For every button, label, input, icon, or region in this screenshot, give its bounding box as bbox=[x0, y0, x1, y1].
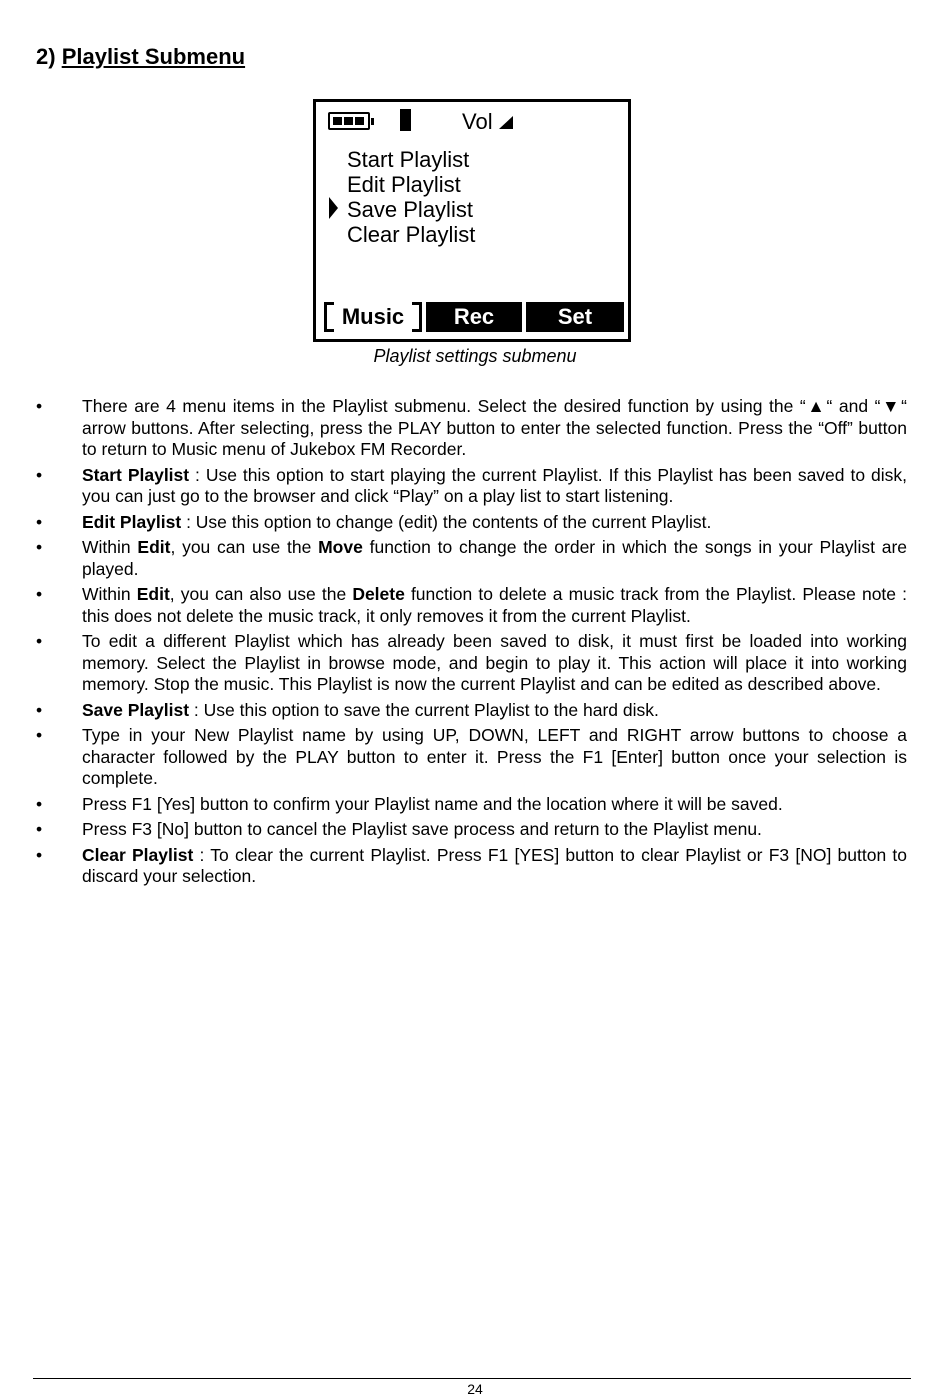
bullet-icon: • bbox=[36, 725, 43, 745]
bullet-item: • Press F1 [Yes] button to confirm your Playlist name and the location where it will be saved. bbox=[36, 793, 783, 814]
bullet-icon: • bbox=[36, 631, 43, 651]
bullet-item: • Edit Playlist : Use this option to change (edit) the contents of the current Playlist. bbox=[36, 511, 712, 532]
bullet-icon: • bbox=[36, 584, 43, 604]
bullet-icon: • bbox=[36, 464, 43, 485]
bullet-icon: • bbox=[36, 819, 43, 839]
softkey-music[interactable] bbox=[324, 302, 422, 332]
bracket-left-icon bbox=[324, 302, 334, 332]
bullet-item: • Save Playlist : Use this option to save the current Playlist to the hard disk. bbox=[36, 699, 659, 720]
playlist-menu bbox=[347, 147, 475, 247]
bullet-icon: • bbox=[36, 699, 43, 720]
bullet-item: • Within Edit, you can also use the Delete function to delete a music track from the Playlist. Please note : this does not delete the music track, it only removes it from the current Playlist. bbox=[36, 584, 907, 626]
footer-divider bbox=[33, 1378, 911, 1379]
bullet-item: • There are 4 menu items in the Playlist submenu. Select the desired function by using the “▲“ and “▼“ arrow buttons. After selecting, press the PLAY button to enter the selected function. Press the “Off” button to return to Music menu of Jukebox FM Recorder. bbox=[36, 396, 907, 459]
softkey-set[interactable]: Set bbox=[526, 302, 624, 332]
softkey-bar bbox=[324, 302, 624, 332]
volume-label: Vol bbox=[462, 109, 493, 134]
menu-item-edit-playlist[interactable]: Edit Playlist bbox=[347, 172, 461, 197]
section-title: Playlist Submenu bbox=[61, 44, 246, 69]
lcd-screen bbox=[313, 99, 631, 342]
bracket-right-icon bbox=[412, 302, 422, 332]
bullet-list bbox=[36, 396, 907, 892]
battery-icon bbox=[328, 112, 370, 130]
selection-cursor-icon bbox=[329, 197, 338, 219]
menu-item-start-playlist[interactable]: Start Playlist bbox=[347, 147, 470, 172]
bullet-item: • Type in your New Playlist name by using UP, DOWN, LEFT and RIGHT arrow buttons to choose a character followed by the PLAY button to enter it. Press the F1 [Enter] button once your selection is complete. bbox=[36, 725, 907, 788]
volume-level-icon bbox=[499, 116, 513, 129]
bullet-item: • Press F3 [No] button to cancel the Playlist save process and return to the Playlist menu. bbox=[36, 819, 762, 839]
bullet-item: • Within Edit, you can use the Move function to change the order in which the songs in your Playlist are played. bbox=[36, 537, 908, 579]
menu-item-clear-playlist[interactable]: Clear Playlist bbox=[347, 222, 476, 247]
menu-item-save-playlist[interactable]: Save Playlist bbox=[347, 197, 473, 222]
section-heading bbox=[36, 44, 245, 70]
page-number: 24 bbox=[467, 1381, 483, 1397]
bullet-icon: • bbox=[36, 396, 43, 416]
signal-bar-icon bbox=[400, 109, 411, 131]
bullet-icon: • bbox=[36, 511, 43, 532]
bullet-item: • To edit a different Playlist which has already been saved to disk, it must first be loaded into working memory. Select the Playlist in browse mode, and begin to play it. This action will place it into working memory. Stop the music. This Playlist is now the current Playlist and can be edited as described above. bbox=[36, 631, 907, 694]
bullet-icon: • bbox=[36, 537, 43, 557]
bullet-icon: • bbox=[36, 844, 43, 865]
section-number: 2) bbox=[36, 44, 56, 69]
bullet-icon: • bbox=[36, 793, 43, 814]
softkey-music-label: Music bbox=[341, 304, 405, 329]
bullet-item: • Start Playlist : Use this option to start playing the current Playlist. If this Playlist has been saved to disk, you can just go to the browser and click “Play” on a play list to start listening. bbox=[36, 464, 907, 506]
figure-caption: Playlist settings submenu bbox=[373, 346, 577, 366]
softkey-rec[interactable]: Rec bbox=[426, 302, 522, 332]
bullet-item: • Clear Playlist : To clear the current Playlist. Press F1 [YES] button to clear Playlist or F3 [NO] button to discard your selection. bbox=[36, 844, 907, 886]
